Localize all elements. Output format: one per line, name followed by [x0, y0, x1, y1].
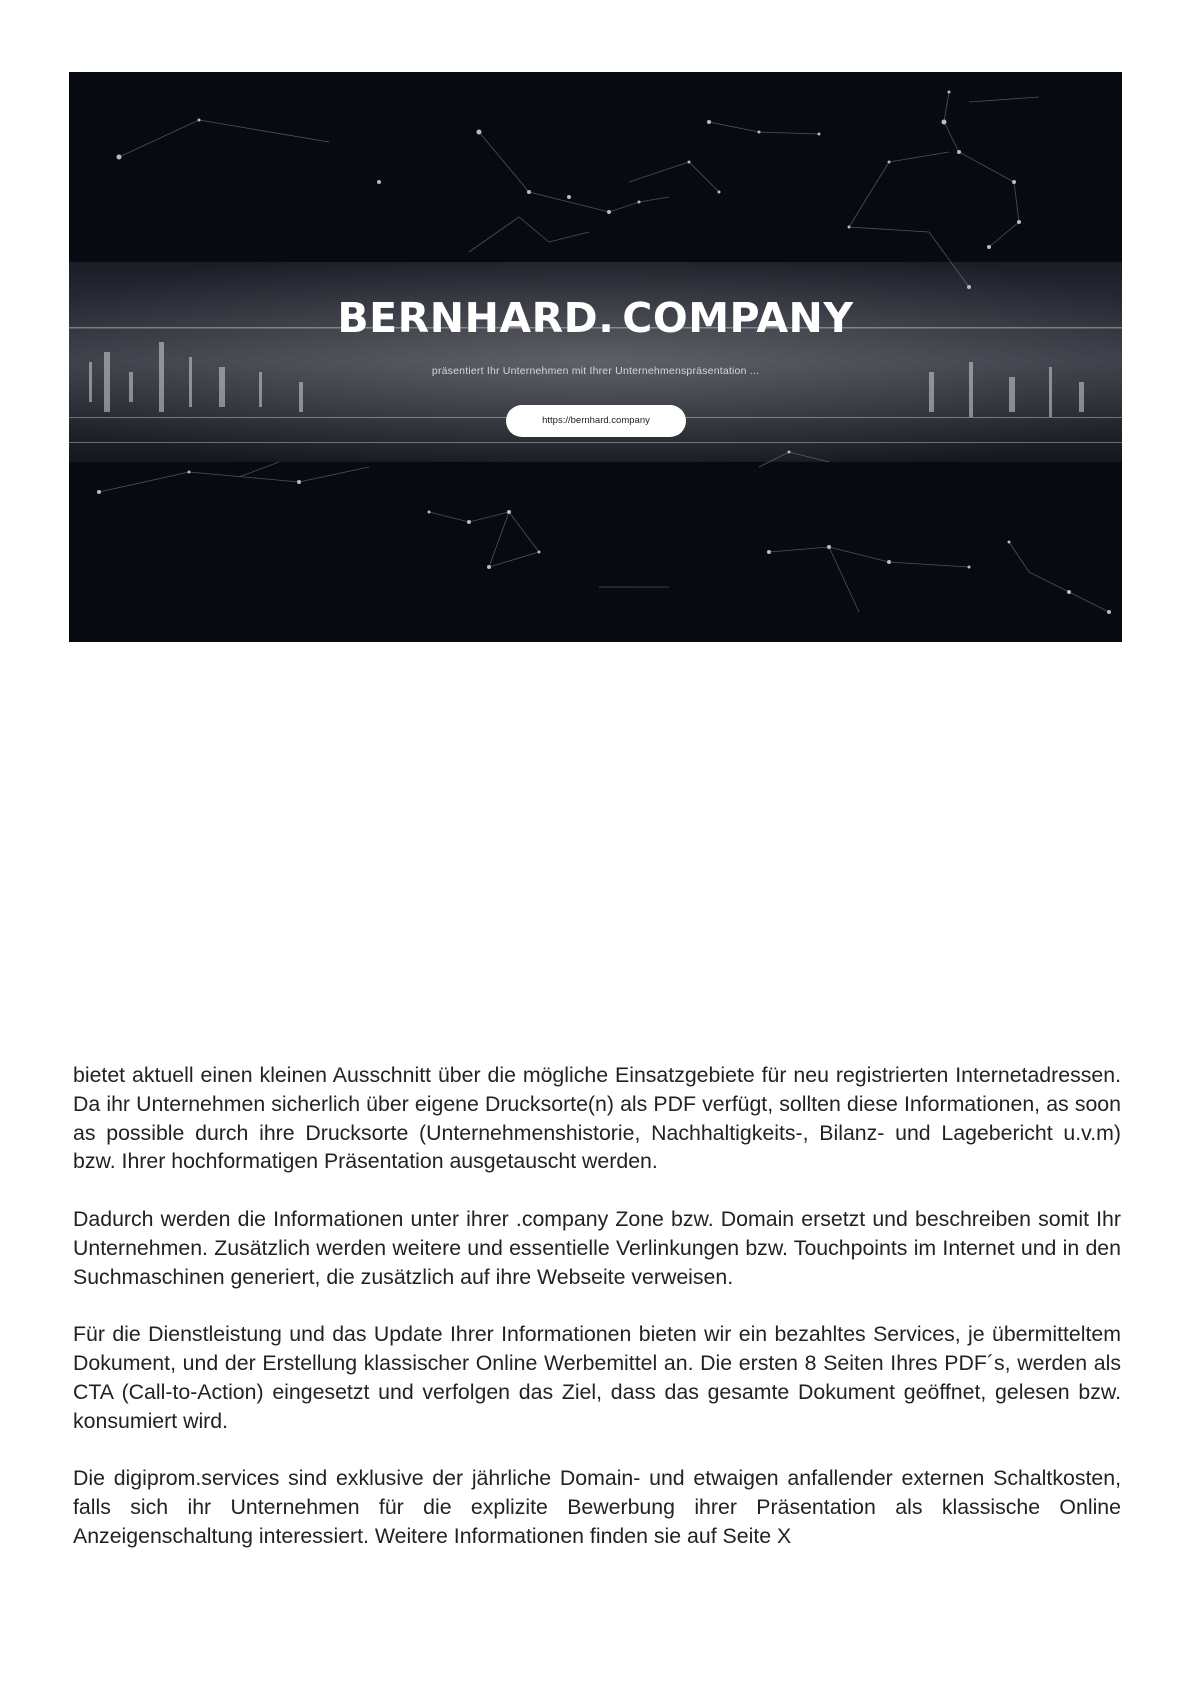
paragraph: Die digiprom.services sind exklusive der jährliche Domain- und etwaigen anfallender externen Schaltkosten, falls sich ihr Unternehmen für die explizite Bewerbung ihrer Präsentation als klassische Online Anzeigenschaltung interessiert. Weitere Informationen finden sie auf Seite X	[73, 1466, 1121, 1548]
website-url-button[interactable]: https://bernhard.company	[506, 405, 686, 437]
brand-title-left: BERNHARD.	[337, 294, 615, 342]
brand-title	[69, 294, 1122, 342]
paragraph: Dadurch werden die Informationen unter ihrer .company Zone bzw. Domain ersetzt und beschreiben somit Ihr Unternehmen. Zusätzlich werden weitere und essentielle Verlinkungen bzw. Touchpoints im Internet und in den Suchmaschinen generiert, die zusätzlich auf ihre Webseite verweisen.	[73, 1206, 1121, 1289]
document-body	[73, 1061, 1121, 1579]
hero-banner-image	[69, 72, 1122, 642]
network-cityscape-background	[69, 72, 1122, 642]
paragraph: Für die Dienstleistung und das Update Ihrer Informationen bieten wir ein bezahltes Services, je übermitteltem Dokument, und der Erstellung klassischer Online Werbemittel an. Die ersten 8 Seiten Ihres PDF´s, werden als CTA (Call-to-Action) eingesetzt und verfolgen das Ziel, dass das gesamte Dokument geöffnet, gelesen bzw. konsumiert wird.	[73, 1322, 1121, 1433]
brand-tagline: präsentiert Ihr Unternehmen mit Ihrer Unternehmenspräsentation ...	[431, 365, 760, 377]
brand-title-right: COMPANY	[622, 294, 854, 342]
paragraph: bietet aktuell einen kleinen Ausschnitt über die mögliche Einsatzgebiete für neu registrierten Internetadressen. Da ihr Unternehmen sicherlich über eigene Drucksorte(n) als PDF verfügt, sollten diese Informationen, as soon as possible durch ihre Drucksorte (Unternehmenshistorie, Nachhaltigkeits-, Bilanz- und Lagebericht u.v.m) bzw. Ihrer hochformatigen Präsentation ausgetauscht werden.	[73, 1063, 1121, 1174]
